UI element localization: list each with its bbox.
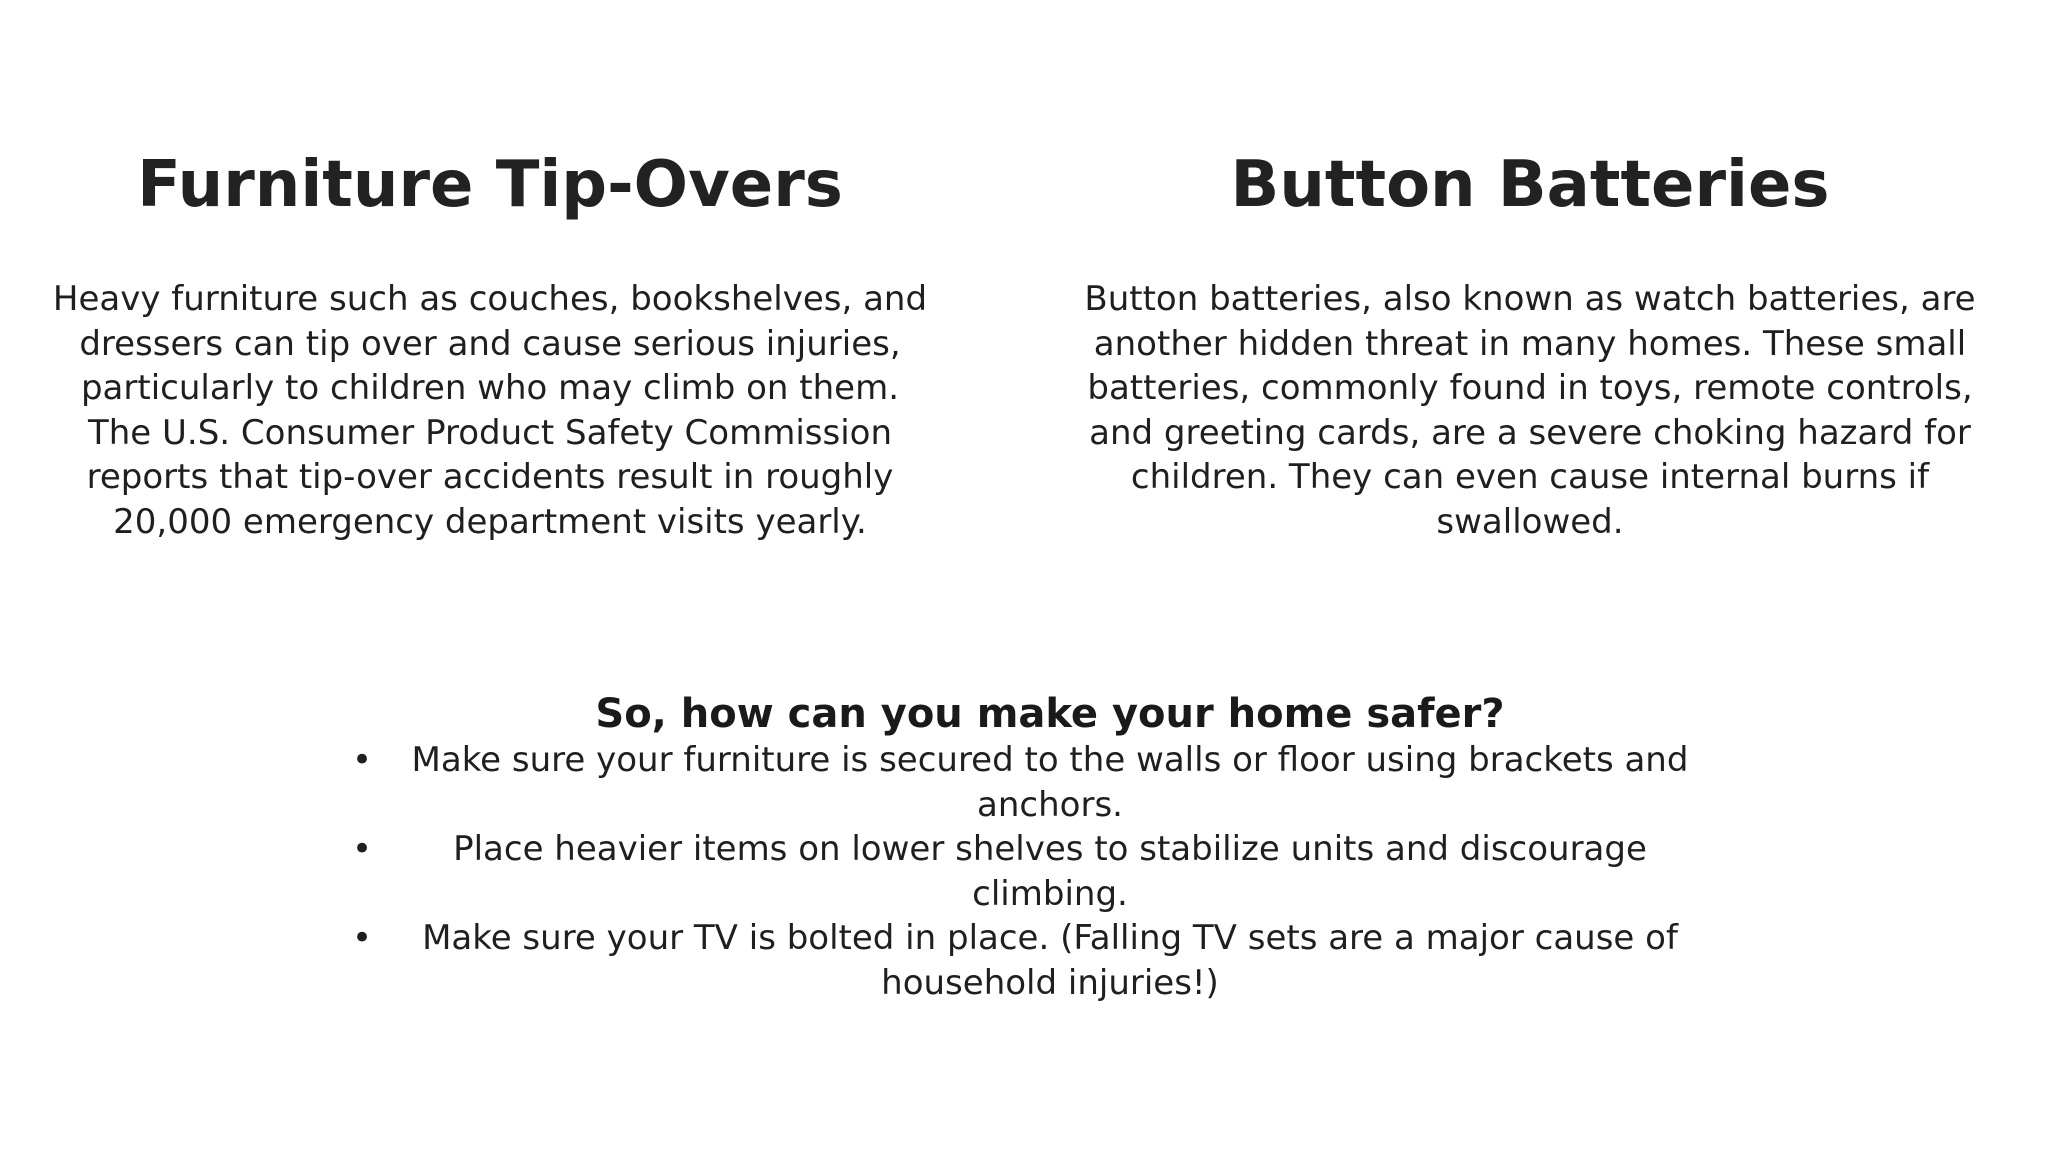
section-body: Button batteries, also known as watch batteries, are another hidden threat in many homes. These small batteries, commonly found in toys, remote controls, and greeting cards, are a severe choking hazard for children. They can even cause internal burns if swallowed.: [1084, 279, 1976, 542]
section-title: Furniture Tip-Overs: [137, 148, 843, 222]
list-item: [340, 916, 1760, 1005]
section-body: Heavy furniture such as couches, bookshelves, and dressers can tip over and cause serious injuries, particularly to children who may climb on them. The U.S. Consumer Product Safety Commission reports that tip-over accidents result in roughly 20,000 emergency department visits yearly.: [52, 279, 928, 542]
safety-tips-list: [340, 738, 1760, 1005]
bullet-icon: •: [352, 740, 373, 780]
bullet-icon: •: [352, 918, 373, 958]
tip-text: Make sure your TV is bolted in place. (Falling TV sets are a major cause of household injuries!): [422, 918, 1678, 1003]
furniture-tip-overs-section: [40, 145, 940, 544]
tip-text: Place heavier items on lower shelves to stabilize units and discourage climbing.: [453, 829, 1647, 914]
safety-heading: So, how can you make your home safer?: [595, 691, 1505, 737]
bullet-icon: •: [352, 829, 373, 869]
list-item: [340, 738, 1760, 827]
list-item: [340, 827, 1760, 916]
section-title: Button Batteries: [1230, 148, 1830, 222]
tip-text: Make sure your furniture is secured to the walls or floor using brackets and anchors.: [411, 740, 1689, 825]
safety-tips-section: [340, 690, 1760, 1005]
button-batteries-section: [1070, 145, 1990, 544]
